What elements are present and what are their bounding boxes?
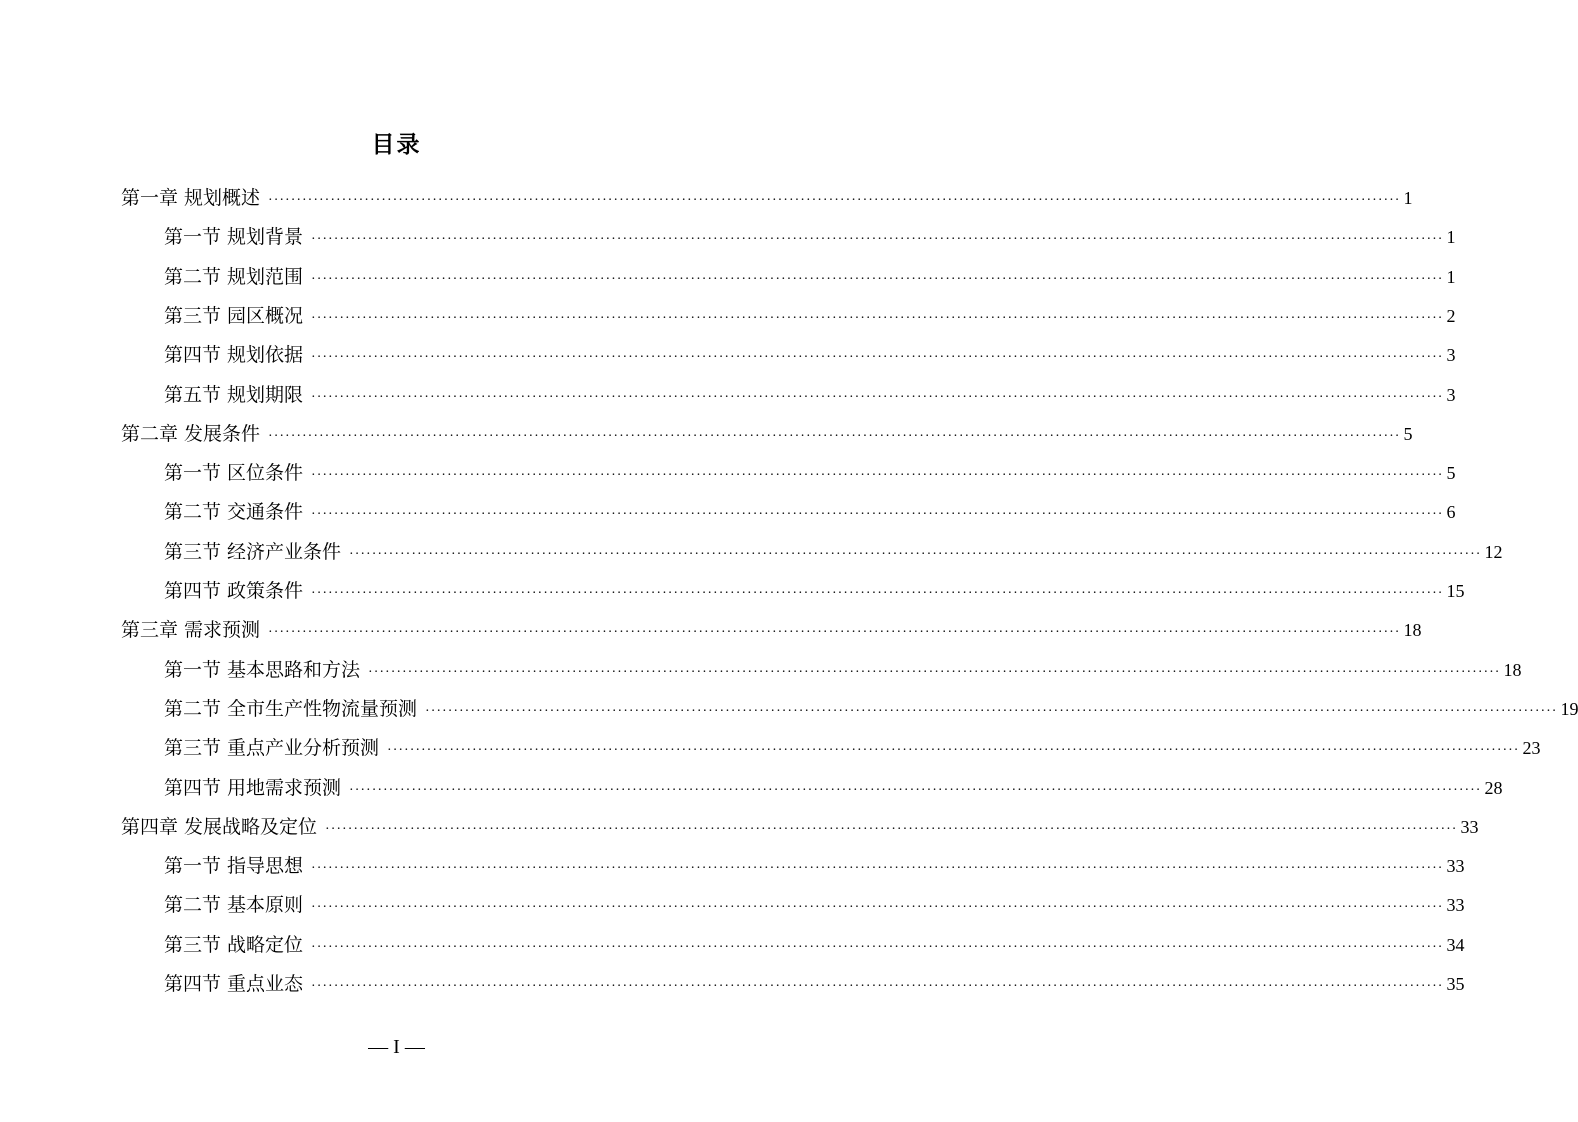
toc-entry-label: 第三章 需求预测 bbox=[121, 619, 261, 642]
toc-chapter-entry[interactable] bbox=[121, 618, 1422, 645]
toc-leader-dots: ········································································································································································································ bbox=[311, 507, 1444, 523]
toc-leader-dots: ········································································································································································································ bbox=[311, 389, 1444, 405]
toc-leader-dots: ········································································································································································································ bbox=[311, 468, 1444, 484]
toc-section-entry[interactable] bbox=[164, 933, 1465, 960]
toc-entry-page: 1 bbox=[1446, 227, 1456, 248]
toc-entry-label: 第二节 交通条件 bbox=[164, 501, 304, 524]
toc-entry-page: 12 bbox=[1484, 541, 1503, 562]
toc-leader-dots: ········································································································································································································ bbox=[349, 546, 1482, 562]
toc-entry-label: 第五节 规划期限 bbox=[164, 383, 304, 406]
toc-entry-page: 35 bbox=[1446, 974, 1465, 994]
toc-entry-label: 第一节 指导思想 bbox=[164, 855, 304, 878]
toc-entry-page: 5 bbox=[1403, 423, 1413, 444]
toc-leader-dots: ········································································································································································································ bbox=[268, 428, 1401, 444]
toc-leader-dots: ········································································································································································································ bbox=[425, 703, 1558, 719]
toc-entry-label: 第三节 战略定位 bbox=[164, 933, 304, 956]
toc-leader-dots: ········································································································································································································ bbox=[311, 586, 1444, 601]
toc-entry-label: 第四节 政策条件 bbox=[164, 580, 304, 602]
toc-entry-page: 18 bbox=[1403, 620, 1422, 641]
toc-entry-label: 第四节 重点业态 bbox=[164, 973, 304, 995]
toc-entry-page: 1 bbox=[1446, 266, 1456, 287]
toc-entry-label: 第二节 全市生产性物流量预测 bbox=[164, 697, 418, 720]
toc-section-entry[interactable] bbox=[164, 304, 1456, 331]
toc-leader-dots: ········································································································································································································ bbox=[311, 979, 1444, 994]
toc-entry-label: 第三节 重点产业分析预测 bbox=[164, 737, 380, 760]
toc-entry-page: 33 bbox=[1460, 816, 1479, 837]
toc-section-entry[interactable] bbox=[164, 893, 1465, 920]
toc-entry-label: 第四节 用地需求预测 bbox=[164, 776, 342, 799]
toc-chapter-entry[interactable] bbox=[121, 186, 1413, 213]
toc-entry-page: 3 bbox=[1446, 345, 1456, 366]
toc-leader-dots: ········································································································································································································ bbox=[349, 782, 1482, 798]
toc-entry-page: 15 bbox=[1446, 581, 1465, 601]
toc-leader-dots: ········································································································································································································ bbox=[311, 350, 1444, 366]
toc-entry-label: 第一节 区位条件 bbox=[164, 462, 304, 485]
toc-section-entry[interactable] bbox=[164, 343, 1456, 370]
toc-entry-page: 18 bbox=[1503, 659, 1522, 680]
toc-entry-label: 第一节 规划背景 bbox=[164, 226, 304, 249]
toc-leader-dots: ········································································································································································································ bbox=[311, 271, 1444, 287]
toc-entry-label: 第四节 规划依据 bbox=[164, 344, 304, 367]
toc-section-entry[interactable] bbox=[164, 697, 1578, 724]
toc-entry-label: 第三节 经济产业条件 bbox=[164, 540, 342, 563]
toc-leader-dots: ········································································································································································································ bbox=[311, 861, 1444, 877]
toc-entry-page: 1 bbox=[1403, 188, 1413, 208]
toc-leader-dots: ········································································································································································································ bbox=[311, 939, 1444, 955]
page-number-footer: — I — bbox=[368, 1036, 425, 1058]
toc-entry-page: 5 bbox=[1446, 463, 1456, 484]
toc-section-entry[interactable] bbox=[164, 579, 1465, 606]
toc-section-entry[interactable] bbox=[164, 854, 1465, 881]
toc-section-entry[interactable] bbox=[164, 658, 1522, 685]
toc-leader-dots: ········································································································································································································ bbox=[311, 232, 1444, 248]
toc-leader-dots: ········································································································································································································ bbox=[268, 625, 1401, 641]
toc-section-entry[interactable] bbox=[164, 500, 1456, 527]
toc-entry-page: 33 bbox=[1446, 895, 1465, 916]
toc-entry-page: 28 bbox=[1484, 777, 1503, 798]
toc-entry-label: 第二章 发展条件 bbox=[121, 422, 261, 445]
toc-chapter-entry[interactable] bbox=[121, 815, 1479, 842]
toc-section-entry[interactable] bbox=[164, 776, 1503, 803]
toc-entry-page: 23 bbox=[1522, 738, 1541, 759]
toc-entry-page: 33 bbox=[1446, 856, 1465, 877]
toc-entry-label: 第一节 基本思路和方法 bbox=[164, 658, 361, 681]
toc-section-entry[interactable] bbox=[164, 972, 1465, 999]
toc-section-entry[interactable] bbox=[164, 736, 1541, 763]
toc-leader-dots: ········································································································································································································ bbox=[311, 900, 1444, 916]
toc-leader-dots: ········································································································································································································ bbox=[311, 310, 1444, 326]
toc-entry-label: 第二节 规划范围 bbox=[164, 265, 304, 288]
toc-entry-label: 第一章 规划概述 bbox=[121, 187, 261, 209]
toc-section-entry[interactable] bbox=[164, 265, 1456, 292]
toc-leader-dots: ········································································································································································································ bbox=[387, 743, 1520, 759]
toc-entry-label: 第四章 发展战略及定位 bbox=[121, 815, 318, 838]
toc-entry-page: 34 bbox=[1446, 934, 1465, 955]
toc-entry-label: 第二节 基本原则 bbox=[164, 894, 304, 917]
toc-leader-dots: ········································································································································································································ bbox=[325, 821, 1458, 837]
toc-section-entry[interactable] bbox=[164, 461, 1456, 488]
toc-leader-dots: ········································································································································································································ bbox=[368, 664, 1501, 680]
toc-chapter-entry[interactable] bbox=[121, 422, 1413, 449]
toc-section-entry[interactable] bbox=[164, 225, 1456, 252]
toc-leader-dots: ········································································································································································································ bbox=[268, 193, 1401, 208]
toc-entry-page: 19 bbox=[1560, 698, 1578, 719]
toc-entry-label: 第三节 园区概况 bbox=[164, 304, 304, 327]
toc-entry-page: 6 bbox=[1446, 502, 1456, 523]
toc-entry-page: 2 bbox=[1446, 305, 1456, 326]
toc-section-entry[interactable] bbox=[164, 383, 1456, 410]
toc-section-entry[interactable] bbox=[164, 540, 1503, 567]
toc-title: 目录 bbox=[371, 132, 422, 158]
toc-entry-page: 3 bbox=[1446, 384, 1456, 405]
